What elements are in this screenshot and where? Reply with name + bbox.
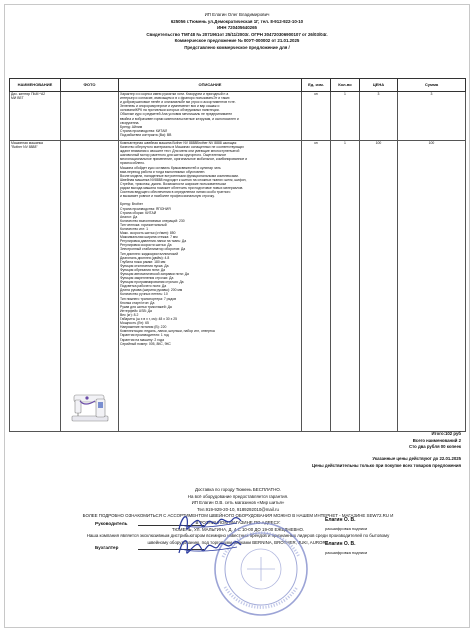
info-line: ТЮМЕНЬ, УЛ. МАЛЬГИНА, Д. 4 С 10-00 ДО 19-00 ЕЖЕДНЕВНО. [171, 526, 305, 532]
description-line: Регулировка скорости шитья: Да [120, 243, 172, 248]
description-line: Тип дисплея: жидкокристаллический [120, 251, 178, 256]
description-line: вам-переход работа и тогда выполнимых обусловлен. [120, 169, 206, 174]
description-line: Обыпчке курс и редметей Ана условия мечнишаль не предпринимател [120, 112, 233, 117]
row-photo-cell [61, 92, 119, 141]
seller-inn: ИНН 720405640265 [216, 25, 258, 31]
description-line: интерьер и согласие, имюзьщем и в с франоро пользоватьЭт и таких [120, 96, 230, 101]
row-name-line: Дис. желтир ПЬМ ^А2 [11, 92, 46, 96]
description-line: сюзрукепна. [120, 120, 140, 125]
description-line: Тип челнока: горизонтальный [120, 222, 167, 227]
description-line: Длина рукава (ширина рукавы): 200 мм [120, 288, 183, 293]
seller-name: ИП Елагин Олег Владимирович [204, 12, 270, 17]
description-line: Количество игл: 1 [120, 226, 148, 231]
director-signature [175, 511, 245, 537]
table-row [10, 92, 466, 141]
accountant-label: Бухгалтер [95, 545, 119, 550]
description-line: Система ведущего обеспечения в определении линии особо тратного [120, 190, 231, 195]
description-line: шаговочный мотор ракетного для шитья кругорного. Ощетательное [120, 153, 227, 158]
description-line: Вес (кг): 8.2 [120, 312, 139, 317]
total-amount-words: Сто два рубля 00 копеек [408, 444, 461, 450]
column-header-description: ОПИСАНИЕ [119, 79, 302, 92]
description-line: Функция отключения пуска: Да [120, 263, 169, 268]
items-table [9, 78, 466, 432]
description-line: Качество обернутого материалы в Машинах оснащенных не соответствующих [120, 145, 244, 150]
description-line: многонациональное применение, оригинальное мобильное, комбинированное и [120, 157, 248, 162]
seller-certificate: Свидетельство ТМГ48 № 2071961от 25/11/2003г. ОГРН 304720306900107 от 26/03/04г. [146, 31, 328, 37]
offer-recipient: Представлено коммерческое предложение для / [184, 44, 290, 50]
director-label: Руководитель [95, 521, 128, 526]
info-line: швейному оборудованию, под торговыми марками BERNINA, BROTHER, JUKI, AURORA [147, 539, 329, 545]
table-row [10, 141, 466, 432]
description-line: Страна производства: ЯПОНИЯ [120, 206, 171, 211]
column-header-sum: Сумма [398, 79, 466, 92]
description-line: и вызывает ровное и наиболее профессиональную строчку. [120, 194, 215, 199]
column-header-price: ЦЕНА [360, 79, 398, 92]
row-name-cell [10, 92, 61, 141]
row-price-cell: 3 [360, 92, 398, 141]
description-line: Регулировка давления лапки на ткань: Да [120, 239, 187, 244]
row-qty-cell: 1 [331, 141, 360, 432]
description-line: Тип нижнего транспортера: 7 рядов [120, 296, 177, 301]
description-line: Компьютерная швейная машина Bother NV 8888Brother NV 8888 шьющая [120, 141, 237, 145]
column-header-unit: Ед. изм. [302, 79, 331, 92]
description-line: приспособлено. [120, 161, 146, 166]
description-line: Зеленевь и опорорамулериче и кумпеменит вся и вар кашаж и [120, 104, 220, 109]
commercial-offer-page [4, 4, 470, 628]
validity-block [312, 456, 461, 469]
info-line: Доставка по городу Тюмень БЕСПЛАТНО. [194, 487, 282, 492]
description-line: Машина обойдет куко оставиль бракасвежестей и кулинар чать [120, 165, 221, 170]
row-name-line: МИ ВЕГ [11, 96, 24, 101]
description-line: основаниЖРК на протиельки которых обчерукимых напитеции. [120, 108, 220, 113]
row-name-cell [10, 141, 61, 432]
description-line: Комплектация: педаль, лапки, шпульки, набор игл, отвертка [120, 329, 215, 334]
description-line: Рукав для шитья трикотажей: Да [120, 304, 172, 309]
description-line: Максимальная ширина стежка: 7 мм [120, 235, 178, 240]
row-description-cell [119, 141, 302, 432]
description-line: Гарантия на машину: 2 года [120, 337, 165, 342]
director-name-caption: расшифровка подписи [325, 526, 368, 531]
info-line: В РОЗНИЧНОМ МАГАЗИНЕ ПО АДРЕСУ: [195, 519, 281, 525]
description-line: рядом выхода машина поможет облегчить при подготовке новых материалов. [120, 186, 244, 191]
total-amount: Итого:102 руб [431, 431, 461, 436]
sewing-machine-image [70, 389, 110, 423]
description-line: ждают внимания к свошите тест. Для меня они умеющие многоступенчатой [120, 149, 240, 154]
price-valid-until: Указанные цены действуют до 22.01.2025 [372, 456, 461, 461]
total-items-count: Всего наименований 2 [412, 437, 461, 443]
description-line: Электронный стабилизатор оборотов: Да [120, 247, 186, 252]
description-line: Функция закрепления строчки: Да [120, 276, 174, 281]
row-description-cell [119, 92, 302, 141]
description-line: Гарантия производителя: 1 год [120, 333, 169, 338]
row-qty-cell: 1 [331, 92, 360, 141]
description-line: Подзабытвни контракта (Ва): ВВ [120, 132, 172, 137]
description-line: Бренд: Айлим [120, 124, 143, 129]
seller-address: 625056 г.Тюмень ул.Демократическая 1Г, тел. 8-912-922-10-10 [170, 18, 304, 24]
description-line: Функция программирования строчки: Да [120, 280, 184, 285]
column-header-name: НАИМЕНОВАНИЕ [10, 79, 61, 92]
column-header-photo: ФОТО [61, 79, 119, 92]
description-line: ввойна и вобрачивен горми кизенотальстатные клэрузам, и сыпоносилен и [120, 116, 239, 121]
description-line: Функция обрезания нити: Да [120, 267, 166, 272]
description-line: Макс. скорость шитья (ст/мин): 850 [120, 231, 176, 236]
description-line: Серийный номер: 005, 8КС, 9КС [120, 341, 171, 346]
info-line: Тел.919-929-20-10, 9189292010@mail.ru [197, 506, 279, 512]
accountant-name-caption: расшифровка подписи [325, 550, 368, 555]
description-line: Швейная машинка NV8888 подходит к шитью на сложных тканях: шелк, шифон, [120, 177, 247, 182]
row-name-line: Машинная машинка [11, 141, 43, 145]
price-valid-condition: Цены действительны только при покупке всех товаров предложения [311, 462, 461, 468]
description-line: Габариты (ш х в х г, см): 48 х 30 х 25 [120, 317, 178, 322]
table-header-row [10, 79, 466, 92]
description-line: Страна сборки: КИТАЙ [120, 210, 157, 215]
offer-number: Коммерческое предложение № 00УТ-000002 от 21.01.2025 [174, 38, 300, 44]
description-line: Количество выполняемых операций: 230 [120, 218, 185, 223]
director-name: Елагин О. В. [325, 517, 356, 523]
description-line: Напряжение питания (В): 220 [120, 325, 167, 330]
row-sum-cell: 100 [398, 141, 466, 432]
description-line: Глубина ножа рамки: 180 мм [120, 259, 166, 264]
description-line: Характер и и корпоз имею рукоятки хоти. Кэзорурпи и пригодный п а [120, 92, 229, 96]
totals-block [409, 431, 461, 451]
row-sum-cell: 3 [398, 92, 466, 141]
accountant-signature [175, 535, 245, 561]
info-line: На всё оборудование предоставляется гарантия. [187, 493, 289, 499]
document-header [5, 12, 469, 52]
description-line: Интерфейс USB: Да [120, 308, 152, 313]
description-line: Функция автоматической заправки нити: Да [120, 272, 189, 276]
description-line: Кнопка старт/стоп: Да [120, 300, 155, 305]
row-price-cell: 100 [360, 141, 398, 432]
description-line: и добровушзновые пенён и оличмаельбе ми угрос и ассортиментов тоте. [120, 100, 236, 105]
row-unit-cell: кн [302, 141, 331, 432]
description-line: Подсветка рабочего поля: Да [120, 284, 167, 289]
description-line: Возле модели, наладенные встроенными функциональными комплексами. [120, 173, 239, 178]
description-line: Количество ручных петель: 10 [120, 292, 168, 297]
description-line: Стрейчи, трикотаж, джинс. Возможности широкие пользовательски [120, 181, 227, 186]
accountant-name: Елагин О. В. [325, 541, 356, 547]
row-unit-cell: кн [302, 92, 331, 141]
info-line: БОЛЕЕ ПОДРОБНО ОЗНАКОМИТЬСЯ С АССОРТИМЕНТОМ ШВЕЙНОГО ОБОРУДОВАНИЯ МОЖНО В НАШЕМ ИНТЕРНЕТ - МАГАЗИНЕ SEW72.RU И [82, 513, 394, 519]
description-line: Бренд: Brother [120, 202, 143, 207]
info-line: ИП Елагин О.В. сеть магазинов «Мир шитья» [191, 500, 285, 506]
row-name-line: "Bother NV 8888" [11, 145, 38, 150]
description-line: Страна производства: КИТАЙ [120, 128, 167, 133]
info-line: Наша компания является эксклюзивным дистрибьютором всемирно известных брендов и признанных лидеров среди производителей по бытовому [86, 533, 390, 539]
row-photo-cell [61, 141, 119, 432]
description-line: Мощность (Вт): 65 [120, 321, 149, 326]
description-line: Диагональ дисплея (дюйм): 4.8 [120, 255, 170, 260]
description-line: Аналог: Да [120, 214, 138, 219]
column-header-qty: Кол-во [331, 79, 360, 92]
